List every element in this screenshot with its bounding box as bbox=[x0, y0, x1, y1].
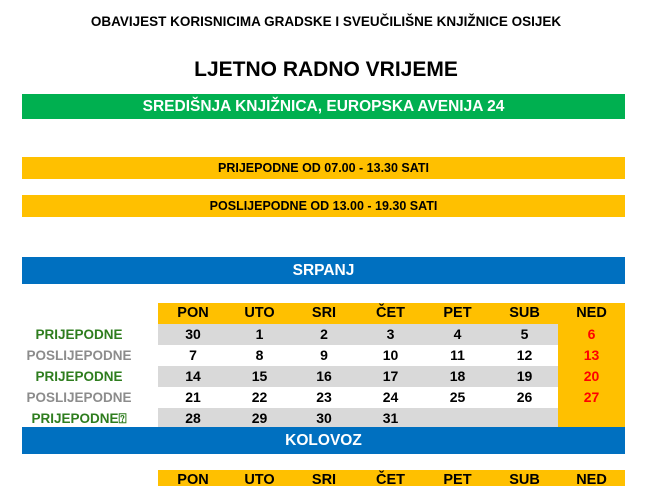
notice-heading: OBAVIJEST KORISNICIMA GRADSKE I SVEUČILIŠNE KNJIŽNICE OSIJEK bbox=[90, 14, 562, 29]
day-cell: 2 bbox=[320, 326, 328, 342]
sunday-cell: 27 bbox=[558, 387, 625, 408]
week-days bbox=[158, 408, 558, 429]
day-cell: 30 bbox=[185, 326, 201, 342]
shift-label: POSLIJEPODNE bbox=[26, 390, 132, 405]
day-cell: 10 bbox=[382, 347, 399, 363]
weekday-header bbox=[158, 303, 625, 324]
day-cell: 12 bbox=[516, 347, 533, 363]
sunday-cell: 20 bbox=[558, 366, 625, 387]
weekday-fri: PET bbox=[443, 472, 472, 486]
weekday-tue: UTO bbox=[244, 305, 275, 321]
day-cell: 7 bbox=[189, 347, 197, 363]
day-cell: 19 bbox=[516, 368, 533, 384]
weekday-sat: SUB bbox=[509, 472, 540, 486]
weekday-sun: NED bbox=[576, 305, 607, 321]
day-cell: 14 bbox=[185, 368, 201, 384]
weekday-thu: ČET bbox=[376, 305, 405, 321]
day-cell: 26 bbox=[516, 389, 533, 405]
weekday-sat: SUB bbox=[509, 305, 540, 321]
week-days bbox=[158, 324, 558, 345]
weekday-wed: SRI bbox=[311, 305, 337, 321]
week-days bbox=[158, 387, 558, 408]
day-cell: 22 bbox=[251, 389, 268, 405]
week-row bbox=[0, 324, 652, 345]
shift-label: PRIJEPODNE bbox=[35, 369, 123, 384]
day-cell: 16 bbox=[316, 368, 332, 384]
weekday-thu: ČET bbox=[376, 472, 405, 486]
day-cell: 15 bbox=[251, 368, 268, 384]
week-row bbox=[0, 366, 652, 387]
weekday-mon: PON bbox=[177, 305, 209, 321]
week-row bbox=[0, 408, 652, 429]
weekday-header bbox=[158, 470, 625, 486]
month-banner-july: SRPANJ bbox=[22, 257, 625, 284]
month-banner-august: KOLOVOZ bbox=[22, 427, 625, 454]
day-cell: 18 bbox=[449, 368, 466, 384]
weekday-mon: PON bbox=[177, 472, 209, 486]
week-days bbox=[158, 366, 558, 387]
page-title: LJETNO RADNO VRIJEME bbox=[194, 58, 458, 81]
day-cell: 21 bbox=[185, 389, 201, 405]
week-row bbox=[0, 345, 652, 366]
morning-hours-banner: PRIJEPODNE OD 07.00 - 13.30 SATI bbox=[22, 157, 625, 179]
shift-label: PRIJEPODNE bbox=[35, 327, 123, 342]
day-cell: 9 bbox=[320, 347, 328, 363]
sunday-cell: 13 bbox=[558, 345, 625, 366]
day-cell: 23 bbox=[316, 389, 332, 405]
shift-label: PRIJEPODNE⍰ bbox=[31, 411, 127, 426]
day-cell: 11 bbox=[450, 347, 465, 363]
afternoon-hours-banner: POSLIJEPODNE OD 13.00 - 19.30 SATI bbox=[22, 195, 625, 217]
day-cell: 3 bbox=[386, 326, 395, 342]
day-cell: 28 bbox=[185, 410, 201, 426]
weekday-fri: PET bbox=[443, 305, 472, 321]
day-cell: 25 bbox=[449, 389, 466, 405]
day-cell: 29 bbox=[251, 410, 268, 426]
weekday-tue: UTO bbox=[244, 472, 275, 486]
day-cell: 8 bbox=[255, 347, 264, 363]
week-days bbox=[158, 345, 558, 366]
day-cell: 17 bbox=[382, 368, 399, 384]
weekday-sun: NED bbox=[576, 472, 607, 486]
day-cell: 1 bbox=[255, 326, 264, 342]
weekday-wed: SRI bbox=[311, 472, 337, 486]
library-banner: SREDIŠNJA KNJIŽNICA, EUROPSKA AVENIJA 24 bbox=[22, 94, 625, 119]
shift-label: POSLIJEPODNE bbox=[26, 348, 132, 363]
day-cell: 4 bbox=[453, 326, 462, 342]
sunday-cell: 6 bbox=[558, 324, 625, 345]
day-cell: 24 bbox=[382, 389, 399, 405]
day-cell: 30 bbox=[316, 410, 332, 426]
day-cell: 5 bbox=[520, 326, 529, 342]
day-cell: 31 bbox=[382, 410, 399, 426]
sunday-cell bbox=[558, 408, 625, 429]
week-row bbox=[0, 387, 652, 408]
